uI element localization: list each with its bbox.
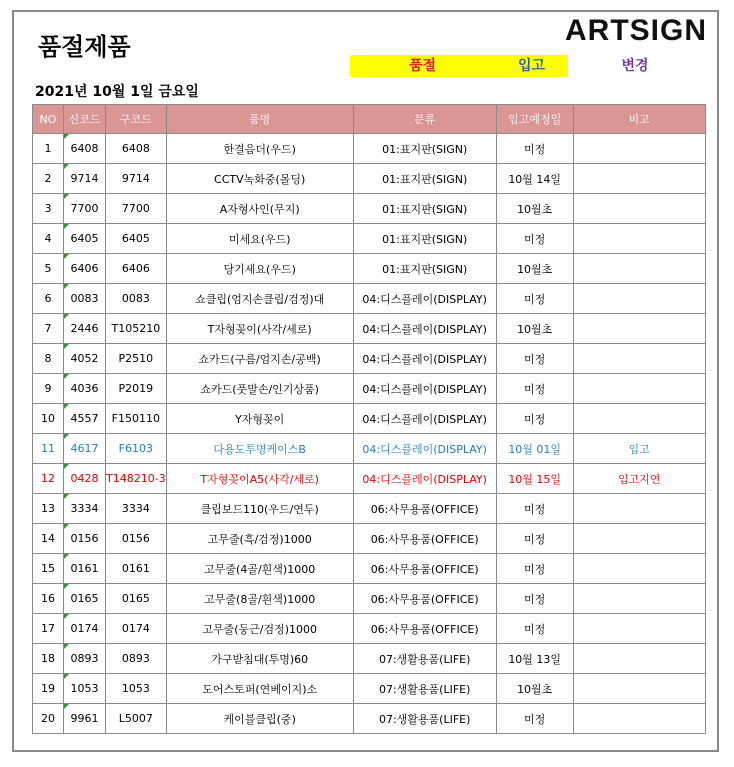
header-old-code: 구코드	[106, 105, 167, 134]
cell-product-name[interactable]: 쇼클립(엄지손클립/검정)대	[166, 284, 353, 314]
cell-note[interactable]	[573, 194, 705, 224]
cell-no[interactable]: 18	[33, 644, 64, 674]
header-expected-date: 입고예정일	[496, 105, 573, 134]
cell-new-code[interactable]: 0161	[64, 554, 106, 584]
cell-product-name[interactable]: 한결음더(우드)	[166, 134, 353, 164]
cell-product-name[interactable]: Y자형꽂이	[166, 404, 353, 434]
cell-new-code[interactable]: 0174	[64, 614, 106, 644]
cell-product-name[interactable]: 미세요(우드)	[166, 224, 353, 254]
cell-no[interactable]: 13	[33, 494, 64, 524]
cell-no[interactable]: 19	[33, 674, 64, 704]
cell-product-name[interactable]: T자형꽂이(사각/세로)	[166, 314, 353, 344]
table-row	[33, 224, 706, 254]
cell-old-code[interactable]: 0083	[106, 284, 167, 314]
cell-category[interactable]: 06:사무용품(OFFICE)	[353, 494, 496, 524]
cell-category[interactable]: 04:디스플레이(DISPLAY)	[353, 434, 496, 464]
table-row	[33, 464, 706, 494]
cell-expected-date[interactable]: 10월초	[496, 674, 573, 704]
cell-no[interactable]: 17	[33, 614, 64, 644]
cell-note[interactable]	[573, 704, 705, 734]
cell-product-name[interactable]: 당기세요(우드)	[166, 254, 353, 284]
cell-no[interactable]: 20	[33, 704, 64, 734]
cell-product-name[interactable]: 가구받침대(투명)60	[166, 644, 353, 674]
cell-old-code[interactable]: 7700	[106, 194, 167, 224]
cell-old-code[interactable]: F6103	[106, 434, 167, 464]
cell-product-name[interactable]: CCTV녹화중(몰딩)	[166, 164, 353, 194]
cell-new-code[interactable]: 0893	[64, 644, 106, 674]
cell-note[interactable]	[573, 674, 705, 704]
cell-category[interactable]: 04:디스플레이(DISPLAY)	[353, 344, 496, 374]
table-row	[33, 494, 706, 524]
table-header-row	[33, 105, 706, 134]
cell-old-code[interactable]: T148210-3	[106, 464, 167, 494]
cell-no[interactable]: 10	[33, 404, 64, 434]
page-title: 품절제품	[38, 33, 131, 61]
cell-new-code[interactable]: 1053	[64, 674, 106, 704]
cell-new-code[interactable]: 9961	[64, 704, 106, 734]
table-row	[33, 374, 706, 404]
table-row	[33, 674, 706, 704]
header-new-code: 신코드	[64, 105, 106, 134]
cell-new-code[interactable]: 3334	[64, 494, 106, 524]
legend-changed: 변경	[621, 58, 649, 74]
cell-category[interactable]: 01:표지판(SIGN)	[353, 194, 496, 224]
cell-note[interactable]: 입고지연	[573, 464, 705, 494]
table-row	[33, 554, 706, 584]
cell-expected-date[interactable]: 10월초	[496, 254, 573, 284]
cell-product-name[interactable]: 도어스토퍼(연베이지)소	[166, 674, 353, 704]
cell-category[interactable]: 04:디스플레이(DISPLAY)	[353, 464, 496, 494]
table-row	[33, 314, 706, 344]
cell-note[interactable]	[573, 254, 705, 284]
cell-product-name[interactable]: A자형사인(무지)	[166, 194, 353, 224]
cell-category[interactable]: 04:디스플레이(DISPLAY)	[353, 404, 496, 434]
cell-new-code[interactable]: 2446	[64, 314, 106, 344]
cell-no[interactable]: 4	[33, 224, 64, 254]
table-row	[33, 194, 706, 224]
header-note: 비고	[573, 105, 705, 134]
cell-category[interactable]: 06:사무용품(OFFICE)	[353, 614, 496, 644]
cell-expected-date[interactable]: 미정	[496, 134, 573, 164]
cell-old-code[interactable]: 6406	[106, 254, 167, 284]
legend-out-of-stock: 품절	[350, 55, 495, 77]
header-category: 분류	[353, 105, 496, 134]
cell-new-code[interactable]: 0156	[64, 524, 106, 554]
table-row	[33, 614, 706, 644]
table-row	[33, 404, 706, 434]
cell-product-name[interactable]: T자형꽂이A5(사각/세로)	[166, 464, 353, 494]
header-product-name: 품명	[166, 105, 353, 134]
cell-old-code[interactable]: 6405	[106, 224, 167, 254]
cell-expected-date[interactable]: 미정	[496, 554, 573, 584]
cell-old-code[interactable]: 0161	[106, 554, 167, 584]
cell-category[interactable]: 01:표지판(SIGN)	[353, 164, 496, 194]
cell-expected-date[interactable]: 10월 01일	[496, 434, 573, 464]
cell-product-name[interactable]: 고무줄(8골/흰색)1000	[166, 584, 353, 614]
cell-product-name[interactable]: 고무줄(4골/흰색)1000	[166, 554, 353, 584]
cell-expected-date[interactable]: 미정	[496, 704, 573, 734]
table-row	[33, 254, 706, 284]
cell-no[interactable]: 14	[33, 524, 64, 554]
cell-old-code[interactable]: P2019	[106, 374, 167, 404]
cell-no[interactable]: 16	[33, 584, 64, 614]
cell-old-code[interactable]: 1053	[106, 674, 167, 704]
header-no: NO	[33, 105, 64, 134]
cell-new-code[interactable]: 7700	[64, 194, 106, 224]
table-row	[33, 644, 706, 674]
cell-product-name[interactable]: 쇼카드(풋말손/인기상품)	[166, 374, 353, 404]
cell-old-code[interactable]: 0174	[106, 614, 167, 644]
cell-category[interactable]: 07:생활용품(LIFE)	[353, 644, 496, 674]
cell-expected-date[interactable]: 미정	[496, 374, 573, 404]
cell-old-code[interactable]: F150110	[106, 404, 167, 434]
cell-note[interactable]	[573, 644, 705, 674]
cell-note[interactable]	[573, 584, 705, 614]
cell-expected-date[interactable]: 10월초	[496, 194, 573, 224]
cell-category[interactable]: 01:표지판(SIGN)	[353, 254, 496, 284]
cell-new-code[interactable]: 9714	[64, 164, 106, 194]
cell-expected-date[interactable]: 미정	[496, 404, 573, 434]
cell-expected-date[interactable]: 10월 13일	[496, 644, 573, 674]
report-date: 2021년 10월 1일 금요일	[35, 84, 199, 100]
cell-no[interactable]: 1	[33, 134, 64, 164]
cell-no[interactable]: 6	[33, 284, 64, 314]
legend-restocked: 입고	[495, 55, 568, 77]
table-row	[33, 344, 706, 374]
cell-no[interactable]: 8	[33, 344, 64, 374]
cell-product-name[interactable]: 고무줄(둥근/검정)1000	[166, 614, 353, 644]
cell-category[interactable]: 07:생활용품(LIFE)	[353, 704, 496, 734]
cell-note[interactable]	[573, 614, 705, 644]
cell-no[interactable]: 5	[33, 254, 64, 284]
cell-old-code[interactable]: 9714	[106, 164, 167, 194]
table-row	[33, 284, 706, 314]
cell-category[interactable]: 01:표지판(SIGN)	[353, 134, 496, 164]
cell-expected-date[interactable]: 미정	[496, 524, 573, 554]
out-of-stock-table	[32, 104, 706, 734]
cell-old-code[interactable]: P2510	[106, 344, 167, 374]
table-row	[33, 524, 706, 554]
cell-note[interactable]	[573, 284, 705, 314]
cell-expected-date[interactable]: 미정	[496, 344, 573, 374]
cell-note[interactable]	[573, 224, 705, 254]
cell-note[interactable]	[573, 134, 705, 164]
table-row	[33, 164, 706, 194]
cell-expected-date[interactable]: 10월 15일	[496, 464, 573, 494]
cell-product-name[interactable]: 쇼카드(구름/엄지손/공백)	[166, 344, 353, 374]
cell-old-code[interactable]: 0893	[106, 644, 167, 674]
cell-new-code[interactable]: 0165	[64, 584, 106, 614]
cell-old-code[interactable]: 6408	[106, 134, 167, 164]
cell-no[interactable]: 9	[33, 374, 64, 404]
cell-old-code[interactable]: 0156	[106, 524, 167, 554]
cell-category[interactable]: 06:사무용품(OFFICE)	[353, 584, 496, 614]
cell-category[interactable]: 06:사무용품(OFFICE)	[353, 524, 496, 554]
cell-old-code[interactable]: 3334	[106, 494, 167, 524]
cell-note[interactable]	[573, 404, 705, 434]
cell-no[interactable]: 11	[33, 434, 64, 464]
cell-no[interactable]: 3	[33, 194, 64, 224]
cell-expected-date[interactable]: 10월초	[496, 314, 573, 344]
table-row	[33, 434, 706, 464]
cell-note[interactable]	[573, 524, 705, 554]
cell-category[interactable]: 06:사무용품(OFFICE)	[353, 554, 496, 584]
cell-expected-date[interactable]: 미정	[496, 614, 573, 644]
cell-product-name[interactable]: 고무줄(흑/검정)1000	[166, 524, 353, 554]
cell-note[interactable]	[573, 554, 705, 584]
cell-category[interactable]: 04:디스플레이(DISPLAY)	[353, 374, 496, 404]
cell-category[interactable]: 01:표지판(SIGN)	[353, 224, 496, 254]
cell-product-name[interactable]: 클립보드110(우드/연두)	[166, 494, 353, 524]
cell-category[interactable]: 07:생활용품(LIFE)	[353, 674, 496, 704]
table-row	[33, 134, 706, 164]
cell-expected-date[interactable]: 미정	[496, 224, 573, 254]
cell-note[interactable]	[573, 314, 705, 344]
cell-new-code[interactable]: 0428	[64, 464, 106, 494]
cell-new-code[interactable]: 6406	[64, 254, 106, 284]
cell-no[interactable]: 15	[33, 554, 64, 584]
cell-note[interactable]	[573, 164, 705, 194]
cell-product-name[interactable]: 케이블클립(중)	[166, 704, 353, 734]
cell-no[interactable]: 2	[33, 164, 64, 194]
cell-note[interactable]	[573, 494, 705, 524]
cell-old-code[interactable]: L5007	[106, 704, 167, 734]
cell-old-code[interactable]: 0165	[106, 584, 167, 614]
cell-new-code[interactable]: 4052	[64, 344, 106, 374]
cell-no[interactable]: 12	[33, 464, 64, 494]
cell-expected-date[interactable]: 10월 14일	[496, 164, 573, 194]
cell-new-code[interactable]: 4617	[64, 434, 106, 464]
cell-no[interactable]: 7	[33, 314, 64, 344]
cell-expected-date[interactable]: 미정	[496, 584, 573, 614]
table-row	[33, 584, 706, 614]
cell-note[interactable]: 입고	[573, 434, 705, 464]
cell-new-code[interactable]: 4036	[64, 374, 106, 404]
cell-expected-date[interactable]: 미정	[496, 494, 573, 524]
cell-new-code[interactable]: 6408	[64, 134, 106, 164]
cell-expected-date[interactable]: 미정	[496, 284, 573, 314]
cell-new-code[interactable]: 6405	[64, 224, 106, 254]
cell-new-code[interactable]: 4557	[64, 404, 106, 434]
cell-note[interactable]	[573, 344, 705, 374]
table-row	[33, 704, 706, 734]
cell-product-name[interactable]: 다용도투명케이스B	[166, 434, 353, 464]
artsign-logo: ARTSIGN	[565, 14, 707, 47]
cell-old-code[interactable]: T105210	[106, 314, 167, 344]
cell-note[interactable]	[573, 374, 705, 404]
cell-category[interactable]: 04:디스플레이(DISPLAY)	[353, 284, 496, 314]
cell-new-code[interactable]: 0083	[64, 284, 106, 314]
cell-category[interactable]: 04:디스플레이(DISPLAY)	[353, 314, 496, 344]
